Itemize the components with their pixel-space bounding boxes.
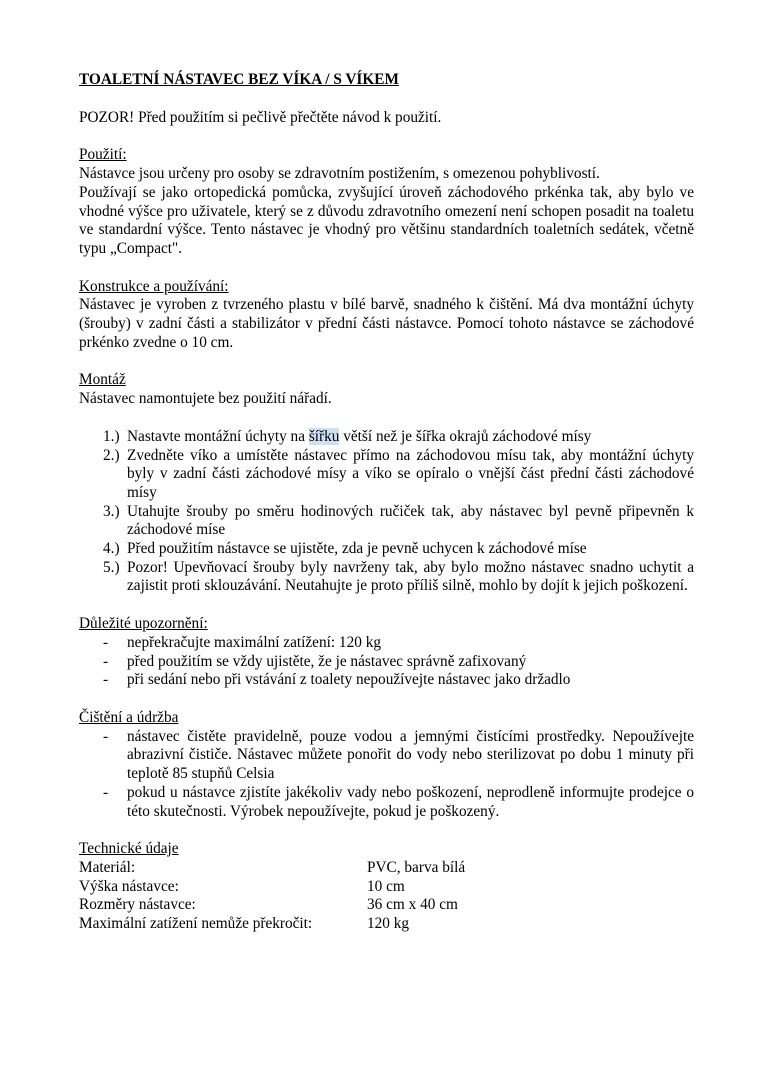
list-item-text: před použitím se vždy ujistěte, že je nástavec správně zafixovaný — [127, 652, 527, 670]
document-page — [79, 71, 694, 934]
usage-heading: Použití: — [79, 146, 127, 164]
list-item-text: nástavec čistěte pravidelně, pouze vodou a jemnými čistícími prostředky. Nepoužívejte abrazivní čističe. Nástavec můžete ponořit do vody nebo sterilizovat po dobu 1 minuty při teplotě 85 stupňů Celsia — [127, 727, 694, 783]
step-text: Před použitím nástavce se ujistěte, zda je pevně uchycen k záchodové míse — [127, 540, 587, 558]
step-text: Zvedněte víko a umístěte nástavec přímo na záchodovou mísu tak, aby montážní úchyty byly v zadní části záchodové mísy a víko se opíralo o vnější část přední části záchodové mísy — [127, 446, 694, 501]
spec-value: 10 cm — [367, 877, 405, 895]
list-item — [79, 634, 694, 653]
mounting-step — [79, 559, 694, 596]
spec-label: Rozměry nástavce: — [79, 896, 196, 914]
mounting-heading: Montáž — [79, 371, 126, 389]
step-number: 2.) — [103, 446, 120, 464]
cleaning-list — [79, 728, 694, 822]
step-text: Utahujte šrouby po směru hodinových ručiček tak, aby nástavec byl pevně připevněn k záchodové míse — [127, 502, 694, 539]
table-row — [79, 915, 465, 934]
step-text: Pozor! Upevňovací šrouby byly navrženy tak, aby bylo možno nástavec snadno uchytit a zajistit proti sklouzávání. Neutahujte je proto příliš silně, mohlo by dojít k jejich poškození. — [127, 558, 694, 595]
dash-bullet: - — [103, 671, 109, 689]
step-text-before: Nastavte montážní úchyty na — [127, 427, 309, 445]
spec-label: Maximální zatížení nemůže překročit: — [79, 915, 313, 933]
construction-section — [79, 278, 694, 353]
construction-paragraph: Nástavec je vyroben z tvrzeného plastu v bílé barvě, snadného k čištění. Má dva montážní úchyty (šrouby) v zadní části a stabilizátor v přední části nástavce. Pomocí tohoto nástavce se záchodové prkénko zvedne o 10 cm. — [79, 296, 694, 351]
mounting-step — [79, 447, 694, 503]
step-number: 3.) — [103, 502, 120, 520]
document-title: TOALETNÍ NÁSTAVEC BEZ VÍKA / S VÍKEM — [79, 71, 399, 88]
cleaning-heading: Čištění a údržba — [79, 708, 179, 726]
step-number: 4.) — [103, 540, 120, 558]
dash-bullet: - — [103, 633, 109, 651]
specs-heading: Technické údaje — [79, 840, 179, 858]
step-number: 1.) — [103, 427, 120, 445]
mounting-step — [79, 428, 694, 447]
mounting-step — [79, 503, 694, 540]
dash-bullet: - — [103, 652, 109, 670]
list-item-text: pokud u nástavce zjistíte jakékoliv vady nebo poškození, neprodleně informujte prodejce o této skutečnosti. Výrobek nepoužívejte, pokud je poškozený. — [127, 783, 694, 820]
list-item — [79, 671, 694, 690]
mounting-steps-list — [79, 428, 694, 596]
mounting-section — [79, 371, 694, 596]
spec-label: Materiál: — [79, 858, 136, 876]
dash-bullet: - — [103, 727, 109, 745]
spec-value: 120 kg — [367, 915, 410, 933]
important-section — [79, 615, 694, 690]
spec-label: Výška nástavce: — [79, 877, 179, 895]
list-item — [79, 653, 694, 672]
spec-value: PVC, barva bílá — [367, 858, 466, 876]
step-number: 5.) — [103, 558, 120, 576]
specs-section — [79, 840, 694, 934]
spec-value: 36 cm x 40 cm — [367, 896, 458, 914]
construction-heading: Konstrukce a používání: — [79, 277, 229, 295]
usage-line-1: Nástavce jsou určeny pro osoby se zdravotním postižením, s omezenou pohyblivostí. — [79, 165, 600, 183]
highlighted-word: šířku — [308, 427, 340, 445]
important-heading: Důležité upozornění: — [79, 615, 208, 633]
list-item-text: při sedání nebo při vstávání z toalety nepoužívejte nástavec jako držadlo — [127, 671, 571, 689]
warning-text: POZOR! Před použitím si pečlivě přečtěte návod k použití. — [79, 108, 442, 126]
specs-table — [79, 859, 465, 934]
table-row — [79, 859, 465, 878]
mounting-step — [79, 540, 694, 559]
table-row — [79, 896, 465, 915]
usage-paragraph: Používají se jako ortopedická pomůcka, zvyšující úroveň záchodového prkénka tak, aby bylo ve vhodné výšce pro uživatele, který se z důvodu zdravotního omezení není schopen posadit na toaletu ve standardní výšce. Tento nástavec je vhodný pro většinu standardních toaletních sedátek, včetně typu „Compact". — [79, 183, 694, 257]
list-item — [79, 784, 694, 821]
dash-bullet: - — [103, 783, 109, 801]
list-item-text: nepřekračujte maximální zatížení: 120 kg — [127, 633, 381, 651]
usage-section — [79, 146, 694, 258]
step-text-after: větší než je šířka okrajů záchodové mísy — [339, 427, 592, 445]
important-list — [79, 634, 694, 690]
cleaning-section — [79, 709, 694, 821]
list-item — [79, 728, 694, 784]
table-row — [79, 878, 465, 897]
mounting-intro: Nástavec namontujete bez použití nářadí. — [79, 390, 332, 408]
